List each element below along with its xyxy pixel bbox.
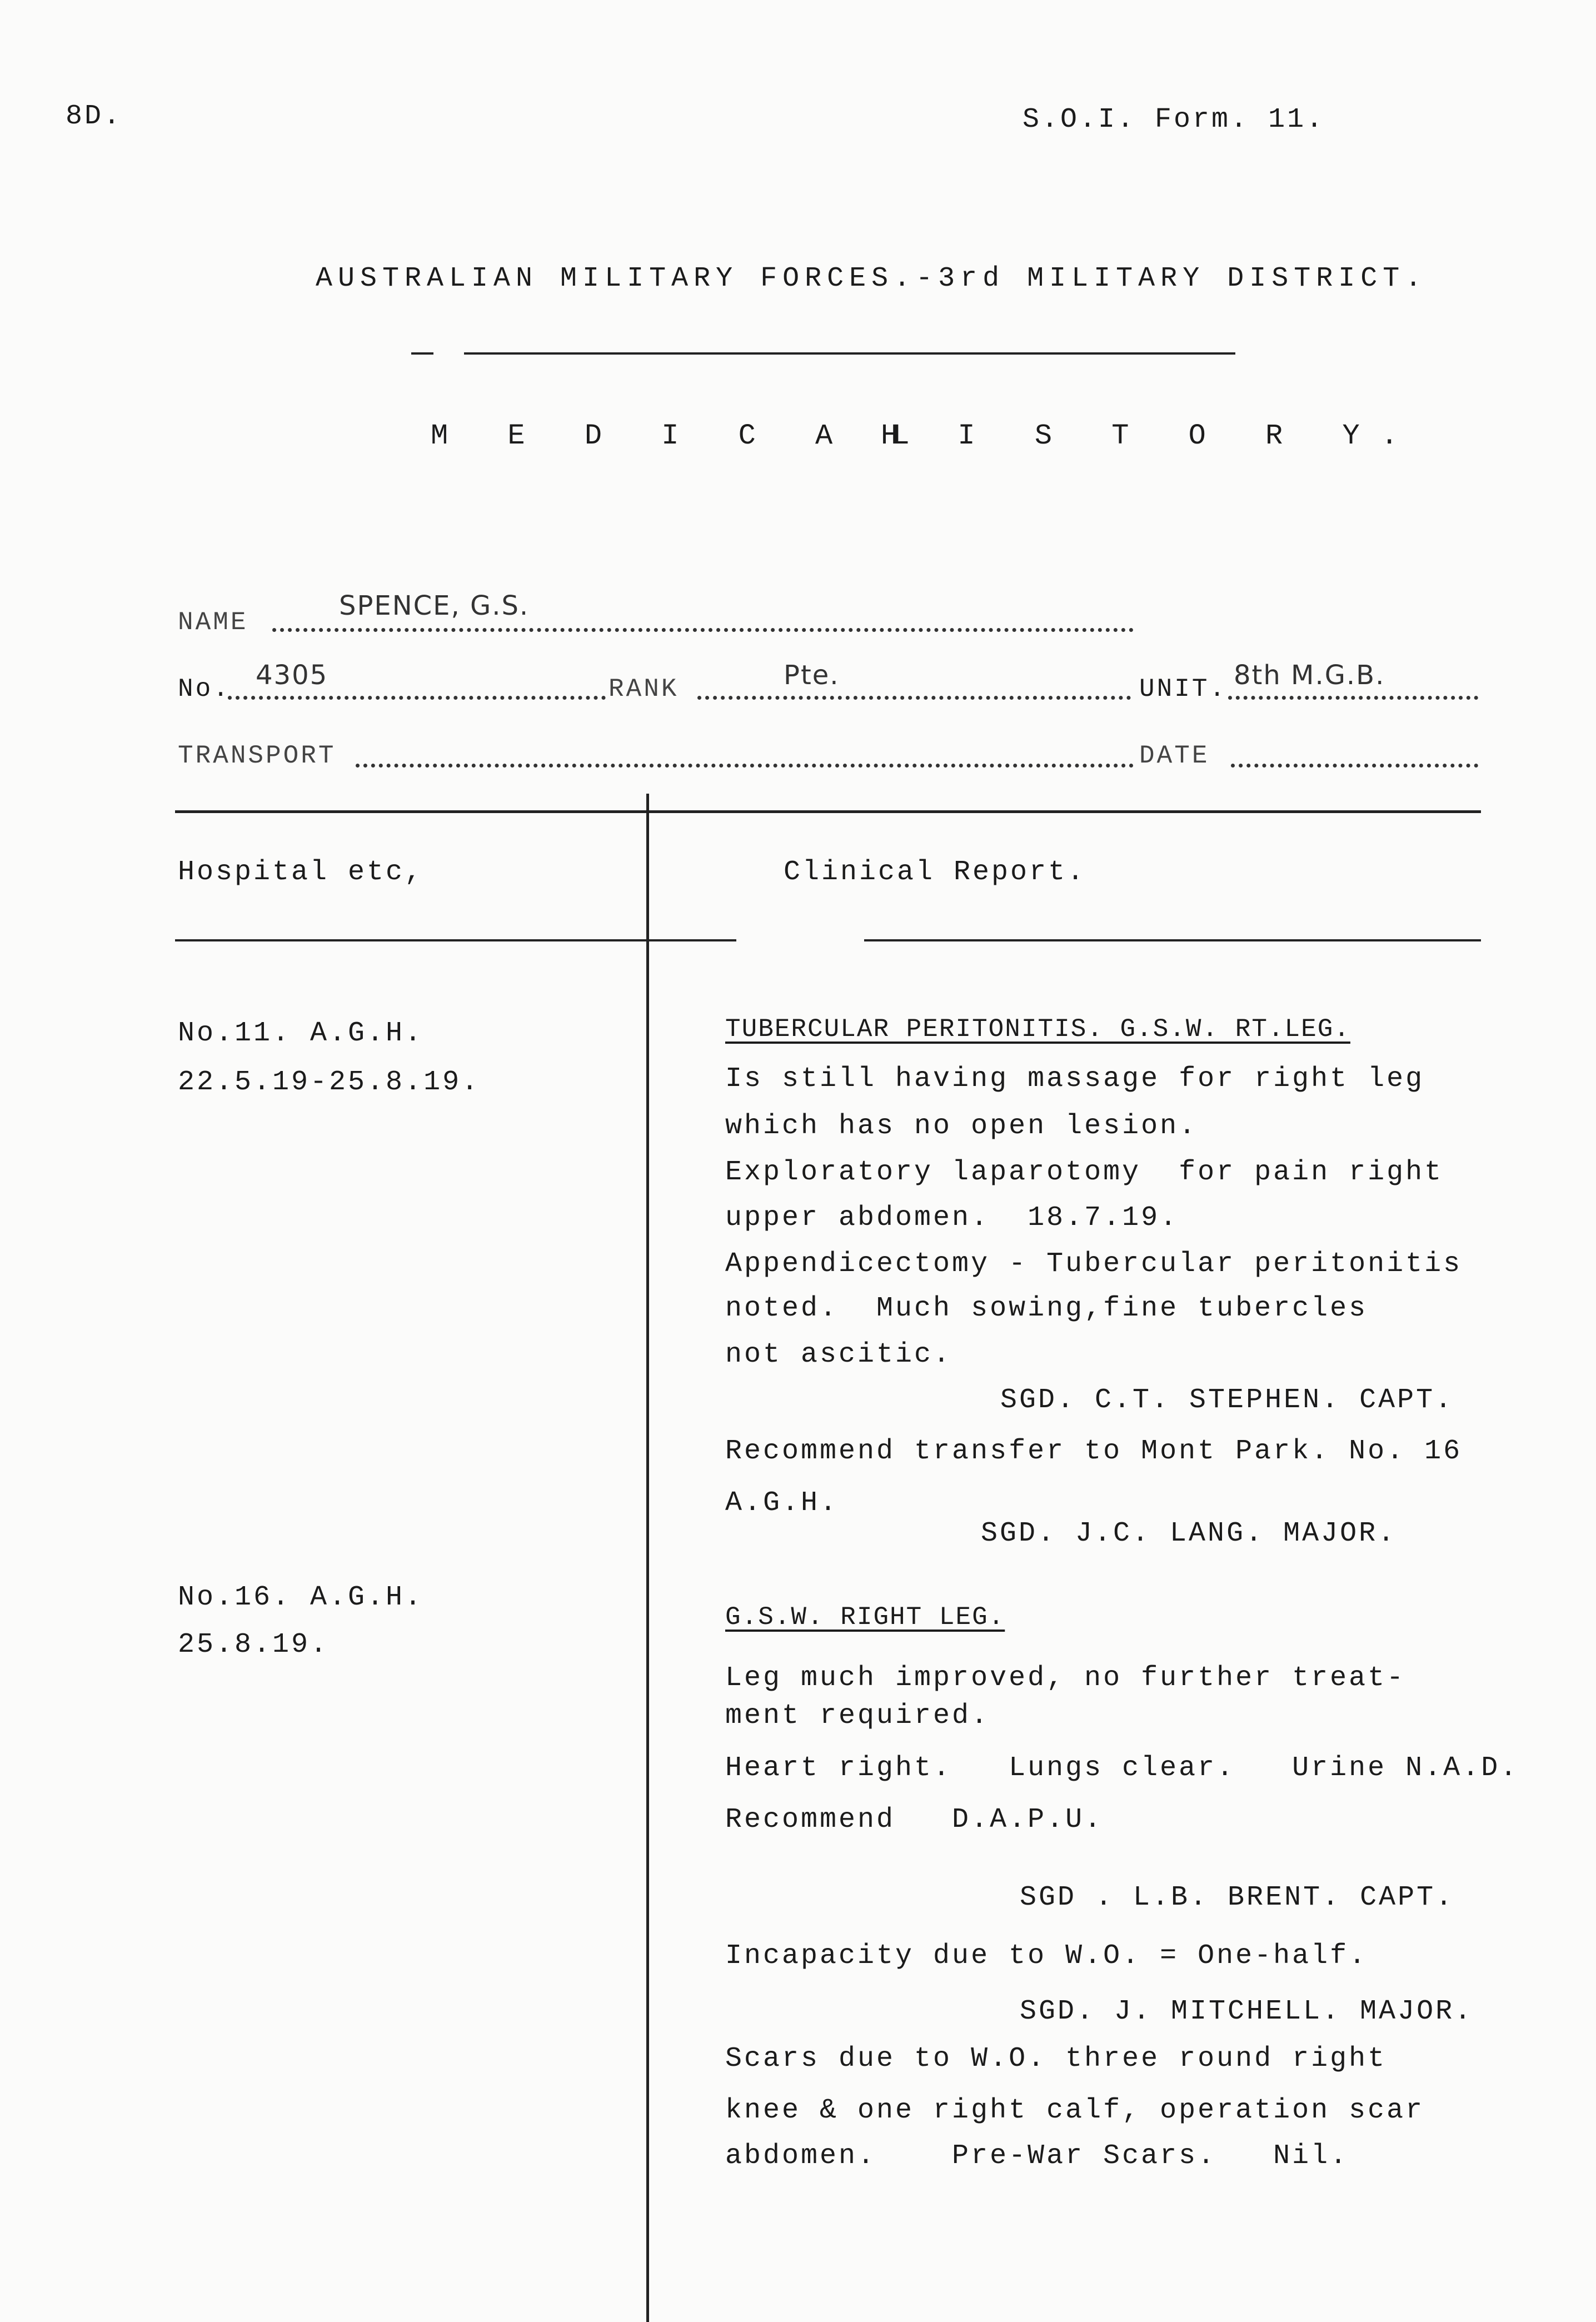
entry-2-line: Incapacity due to W.O. = One-half. [725,1940,1368,1972]
doc-code: 8D. [66,101,123,132]
entry-1-diagnosis-heading: TUBERCULAR PERITONITIS. G.S.W. RT.LEG. [725,1015,1350,1044]
transport-dotted-line [356,764,1134,768]
service-number: 4305 [256,660,328,691]
unit-label: UNIT. [1139,675,1228,704]
entry-1-line: which has no open lesion. [725,1110,1198,1142]
name-value: SPENCE, G.S. [339,590,530,621]
entry-1-signature-2: SGD. J.C. LANG. MAJOR. [981,1518,1397,1549]
entry-1-hospital: No.11. A.G.H. [178,1018,424,1049]
date-dotted-line [1231,764,1478,768]
title-rule-dash [411,352,433,355]
entry-1-line: A.G.H. [725,1487,839,1519]
unit-value: 8th M.G.B. [1234,660,1385,691]
subtitle-history: H I S T O R Y. [881,420,1419,452]
entry-1-line: not ascitic. [725,1339,952,1371]
subtitle-medical: M E D I C A L [431,420,931,452]
name-dotted-line [272,628,1134,632]
column-header-clinical-report: Clinical Report. [784,856,1086,888]
entry-1-line: Recommend transfer to Mont Park. No. 16 [725,1436,1463,1467]
entry-1-line: upper abdomen. 18.7.19. [725,1202,1179,1234]
entry-1-line: Appendicectomy - Tubercular peritonitis [725,1248,1463,1280]
no-label: No. [178,675,231,704]
entry-1-line: noted. Much sowing,fine tubercles [725,1293,1368,1324]
no-dotted-line [228,696,606,700]
entry-2-signature-2: SGD. J. MITCHELL. MAJOR. [1020,1996,1474,2027]
name-label: NAME [178,608,248,637]
entry-2-line: knee & one right calf, operation scar [725,2095,1425,2126]
unit-dotted-line [1228,696,1478,700]
rank-dotted-line [697,696,1131,700]
entry-2-line: Heart right. Lungs clear. Urine N.A.D. [725,1752,1519,1784]
entry-2-line: Leg much improved, no further treat- [725,1662,1406,1694]
date-label: DATE [1139,741,1210,770]
title-rule [464,352,1235,355]
entry-2-hospital: No.16. A.G.H. [178,1582,424,1613]
form-reference: S.O.I. Form. 11. [1023,104,1325,136]
entry-1-signature-1: SGD. C.T. STEPHEN. CAPT. [1000,1384,1454,1416]
entry-2-dates: 25.8.19. [178,1629,330,1661]
rank-label: RANK [609,675,679,704]
table-header-rule-left [175,939,736,941]
entry-2-diagnosis-heading: G.S.W. RIGHT LEG. [725,1603,1005,1632]
transport-label: TRANSPORT [178,741,336,770]
document-title: AUSTRALIAN MILITARY FORCES.-3rd MILITARY DISTRICT. [316,263,1428,295]
table-top-rule [175,810,1481,813]
entry-2-line: Scars due to W.O. three round right [725,2043,1387,2075]
column-header-hospital: Hospital etc, [178,856,424,888]
entry-1-line: Is still having massage for right leg [725,1063,1425,1095]
entry-1-line: Exploratory laparotomy for pain right [725,1157,1444,1188]
entry-2-line: Recommend D.A.P.U. [725,1804,1104,1836]
table-column-divider [646,794,649,2322]
table-header-rule-right [864,939,1481,941]
rank-value: Pte. [784,660,840,691]
entry-2-line: ment required. [725,1700,990,1732]
entry-1-dates: 22.5.19-25.8.19. [178,1067,481,1098]
entry-2-signature-1: SGD . L.B. BRENT. CAPT. [1020,1882,1455,1914]
entry-2-line: abdomen. Pre-War Scars. Nil. [725,2140,1349,2172]
